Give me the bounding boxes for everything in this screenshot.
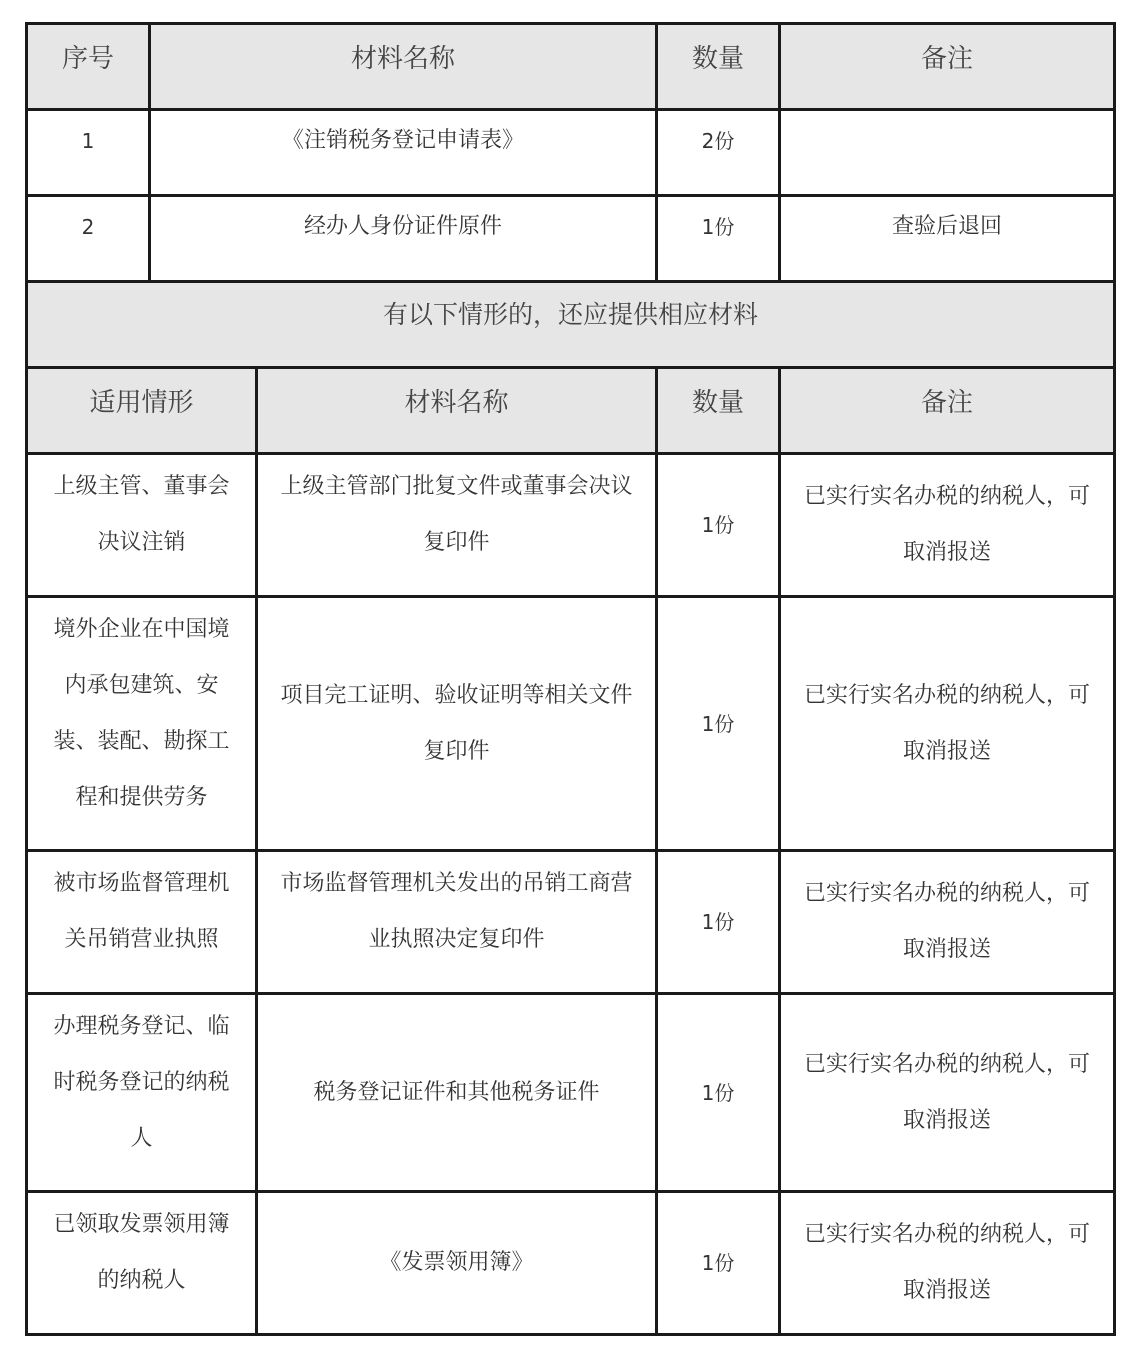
row-condition: 已领取发票领用簿的纳税人 [27,1192,257,1335]
row-condition: 办理税务登记、临时税务登记的纳税人 [27,994,257,1192]
table-row [27,110,1115,196]
row-condition: 被市场监督管理机关吊销营业执照 [27,851,257,994]
table-row [27,597,1115,851]
row-material: 市场监督管理机关发出的吊销工商营业执照决定复印件 [257,851,657,994]
section-row [27,282,1115,368]
row-note [780,110,1115,196]
table-row [27,454,1115,597]
row-material: 项目完工证明、验收证明等相关文件复印件 [257,597,657,851]
table-row [27,994,1115,1192]
row-note: 已实行实名办税的纳税人，可取消报送 [780,994,1115,1192]
row-material: 《发票领用簿》 [257,1192,657,1335]
header-quantity: 数量 [657,368,780,454]
row-quantity: 2份 [657,110,780,196]
conditional-header-row [27,368,1115,454]
header-seq: 序号 [27,24,150,110]
row-seq: 1 [27,110,150,196]
row-condition: 上级主管、董事会决议注销 [27,454,257,597]
row-condition: 境外企业在中国境内承包建筑、安装、装配、勘探工程和提供劳务 [27,597,257,851]
row-note: 已实行实名办税的纳税人，可取消报送 [780,1192,1115,1335]
row-quantity: 1份 [657,597,780,851]
row-note: 查验后退回 [780,196,1115,282]
row-note: 已实行实名办税的纳税人，可取消报送 [780,597,1115,851]
header-material: 材料名称 [257,368,657,454]
row-note: 已实行实名办税的纳税人，可取消报送 [780,454,1115,597]
header-note: 备注 [780,368,1115,454]
row-material: 上级主管部门批复文件或董事会决议复印件 [257,454,657,597]
row-seq: 2 [27,196,150,282]
row-quantity: 1份 [657,851,780,994]
row-material: 税务登记证件和其他税务证件 [257,994,657,1192]
row-material: 经办人身份证件原件 [150,196,657,282]
table-row [27,196,1115,282]
row-note: 已实行实名办税的纳税人，可取消报送 [780,851,1115,994]
header-condition: 适用情形 [27,368,257,454]
row-quantity: 1份 [657,454,780,597]
materials-table [25,22,1116,1336]
table-row [27,1192,1115,1335]
section-title: 有以下情形的，还应提供相应材料 [27,282,1115,368]
row-material: 《注销税务登记申请表》 [150,110,657,196]
row-quantity: 1份 [657,1192,780,1335]
header-note: 备注 [780,24,1115,110]
main-header-row [27,24,1115,110]
table-row [27,851,1115,994]
header-material: 材料名称 [150,24,657,110]
row-quantity: 1份 [657,994,780,1192]
row-quantity: 1份 [657,196,780,282]
header-quantity: 数量 [657,24,780,110]
